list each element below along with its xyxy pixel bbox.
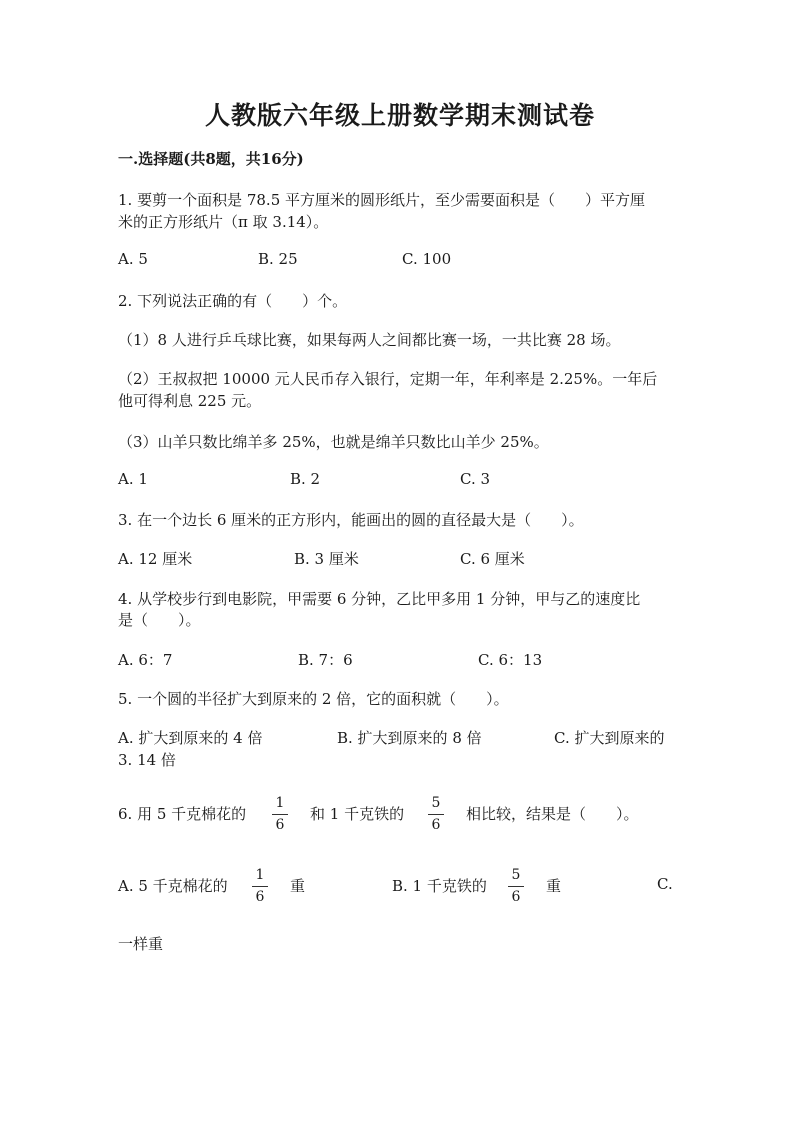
- question-6-fraction-2: [426, 796, 446, 834]
- question-4-option-a: A. 6：7: [118, 651, 173, 669]
- question-5-option-b: B. 扩大到原来的 8 倍: [337, 729, 482, 747]
- fraction-bar: [252, 886, 268, 887]
- fraction-numerator: 5: [431, 795, 441, 811]
- question-3-option-b: B. 3 厘米: [294, 550, 359, 568]
- question-1-option-a: A. 5: [118, 250, 148, 268]
- question-2-option-a: A. 1: [118, 470, 148, 488]
- question-2-stem: 2. 下列说法正确的有（ ）个。: [118, 292, 348, 310]
- question-6-option-b-fraction: [506, 868, 526, 906]
- question-6-text-part-2: 和 1 千克铁的: [310, 805, 405, 823]
- question-2-statement-3: （3）山羊只数比绵羊多 25%，也就是绵羊只数比山羊少 25%。: [118, 433, 549, 451]
- question-6-option-b-suffix: 重: [546, 877, 562, 895]
- question-1-option-c: C. 100: [402, 250, 452, 268]
- question-3-stem: 3. 在一个边长 6 厘米的正方形内，能画出的圆的直径最大是（ ）。: [118, 511, 584, 529]
- question-4-option-b: B. 7：6: [298, 651, 353, 669]
- question-5-option-c: C. 扩大到原来的: [554, 729, 665, 747]
- question-5-stem: 5. 一个圆的半径扩大到原来的 2 倍，它的面积就（ ）。: [118, 690, 509, 708]
- question-6-text-part-3: 相比较，结果是（ ）。: [466, 805, 639, 823]
- question-6-fraction-1: [270, 796, 290, 834]
- section-heading: 一.选择题(共8题，共16分): [118, 150, 304, 168]
- page-title: 人教版六年级上册数学期末测试卷: [204, 101, 595, 130]
- question-6-option-a-fraction: [250, 868, 270, 906]
- question-4-line-2: 是（ ）。: [118, 611, 201, 629]
- question-1-line-2: 米的正方形纸片（π 取 3.14）。: [118, 213, 329, 231]
- question-6-option-a-text: A. 5 千克棉花的: [118, 877, 228, 895]
- question-6-option-c: C.: [657, 875, 673, 893]
- question-6-option-c-continued: 一样重: [118, 935, 164, 953]
- question-2-statement-1: （1）8 人进行乒乓球比赛，如果每两人之间都比赛一场，一共比赛 28 场。: [118, 331, 621, 349]
- question-6-option-b-text: B. 1 千克铁的: [392, 877, 487, 895]
- fraction-bar: [428, 814, 444, 815]
- fraction-numerator: 5: [511, 867, 521, 883]
- fraction-numerator: 1: [275, 795, 285, 811]
- fraction-denominator: 6: [255, 889, 265, 905]
- question-2-option-b: B. 2: [290, 470, 321, 488]
- question-1-option-b: B. 25: [258, 250, 298, 268]
- fraction-denominator: 6: [431, 817, 441, 833]
- question-6-text-part-1: 6. 用 5 千克棉花的: [118, 805, 247, 823]
- fraction-numerator: 1: [255, 867, 265, 883]
- fraction-denominator: 6: [511, 889, 521, 905]
- fraction-denominator: 6: [275, 817, 285, 833]
- question-6-option-a-suffix: 重: [290, 877, 306, 895]
- question-3-option-a: A. 12 厘米: [118, 550, 193, 568]
- question-4-option-c: C. 6：13: [478, 651, 543, 669]
- question-1-line-1: 1. 要剪一个面积是 78.5 平方厘米的圆形纸片，至少需要面积是（ ）平方厘: [118, 191, 646, 209]
- question-2-statement-2-line-1: （2）王叔叔把 10000 元人民币存入银行，定期一年，年利率是 2.25%。一年后: [118, 370, 658, 388]
- question-2-statement-2-line-2: 他可得利息 225 元。: [118, 392, 262, 410]
- question-5-option-a: A. 扩大到原来的 4 倍: [118, 729, 263, 747]
- question-5-option-c-continued: 3. 14 倍: [118, 751, 176, 769]
- question-2-option-c: C. 3: [460, 470, 491, 488]
- question-3-option-c: C. 6 厘米: [460, 550, 525, 568]
- question-4-line-1: 4. 从学校步行到电影院，甲需要 6 分钟，乙比甲多用 1 分钟，甲与乙的速度比: [118, 590, 641, 608]
- fraction-bar: [508, 886, 524, 887]
- fraction-bar: [272, 814, 288, 815]
